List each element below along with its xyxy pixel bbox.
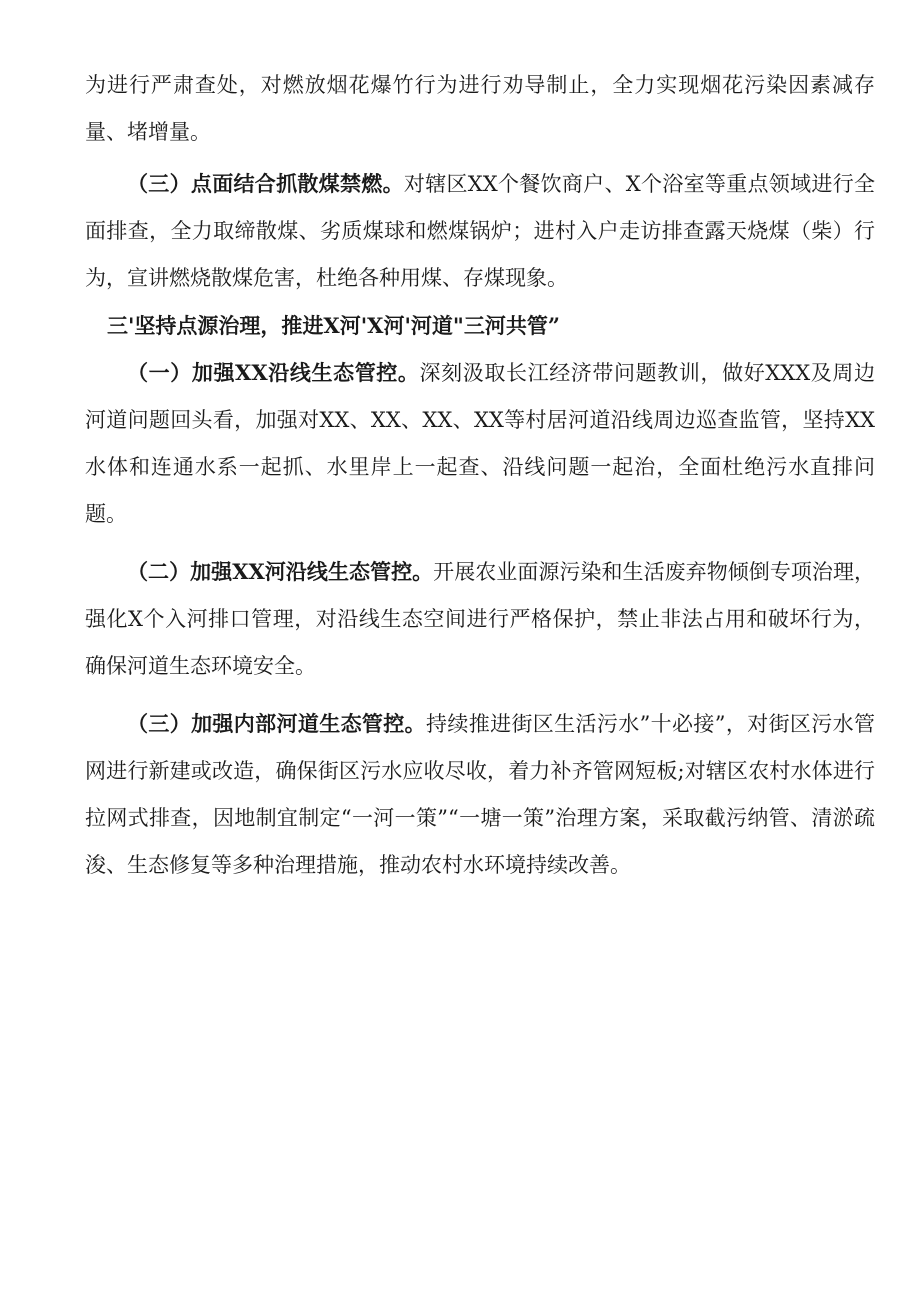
paragraph-xx-he-control [85, 548, 875, 690]
paragraph-lead: （三）加强内部河道生态管控。 [127, 711, 427, 736]
document-page [85, 62, 875, 889]
paragraph-text: 对辖区XX个餐饮商户、X个浴室等重点领域进行全面排查，全力取缔散煤、劣质煤球和燃煤锅炉；进村入户走访排查露天烧煤（柴）行为，宣讲燃烧散煤危害，杜绝各种用煤、存煤现象。 [85, 172, 876, 290]
paragraph-text: 深刻汲取长江经济带问题教训，做好XXX及周边河道问题回头看，加强对XX、XX、XX、XX等村居河道沿线周边巡查监管，坚持XX水体和连通水系一起抓、水里岸上一起查、沿线问题一起治，全面杜绝污水直排问题。 [85, 361, 875, 526]
paragraph-lead: （一）加强XX沿线生态管控。 [127, 360, 420, 385]
paragraph-text: 开展农业面源污染和生活废弃物倾倒专项治理，强化X个入河排口管理，对沿线生态空间进行严格保护，禁止非法占用和破坏行为，确保河道生态环境安全。 [85, 560, 875, 678]
paragraph-xx-river-control [85, 349, 875, 538]
paragraph-lead: （二）加强XX河沿线生态管控。 [127, 559, 434, 584]
paragraph-coal-ban [85, 160, 875, 302]
paragraph-lead: （三）点面结合抓散煤禁燃。 [127, 171, 404, 196]
section-heading: 三'坚持点源治理，推进X河'X河'河道"三河共管” [107, 313, 560, 338]
paragraph-inner-river-control [85, 700, 875, 889]
paragraph-text: 持续推进街区生活污水”十必接”，对街区污水管网进行新建或改造，确保街区污水应收尽收，着力补齐管网短板;对辖区农村水体进行拉网式排查，因地制宜制定“一河一策”“一塘一策”治理方案，采取截污纳管、清淤疏浚、生态修复等多种治理措施，推动农村水环境持续改善。 [85, 712, 875, 877]
paragraph-continuation [85, 62, 875, 156]
paragraph-text: 为进行严肃查处，对燃放烟花爆竹行为进行劝导制止，全力实现烟花污染因素减存量、堵增量。 [85, 73, 875, 144]
